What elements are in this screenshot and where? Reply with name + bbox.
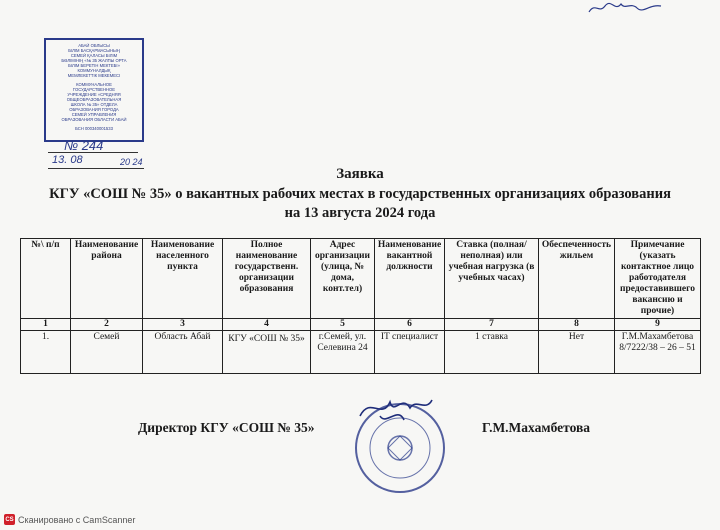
stamp-line: СЕМЕЙ УПРАВЛЕНИЯ — [71, 112, 117, 117]
stamp-line: ОБРАЗОВАНИЯ ГОРОДА — [69, 107, 119, 112]
column-number: 8 — [539, 319, 615, 331]
cell-position: IT специалист — [375, 331, 445, 374]
cell-locality: Область Абай — [143, 331, 223, 374]
registration-date: 13. 08 — [52, 154, 83, 166]
column-number: 1 — [21, 319, 71, 331]
director-title: Директор КГУ «СОШ № 35» — [138, 420, 315, 435]
column-number: 3 — [143, 319, 223, 331]
cell-num: 1. — [21, 331, 71, 374]
stamp-line: ОБЩЕОБРАЗОВАТЕЛЬНАЯ — [66, 97, 122, 102]
stamp-line: БІЛІМ БЕРЕТІН МЕКТЕБІ» — [68, 63, 120, 68]
stamp-line: БСН 000340001533 — [75, 126, 113, 131]
cell-organization: КГУ «СОШ № 35» — [223, 331, 311, 374]
director-name: Г.М.Махамбетова — [482, 420, 591, 435]
header-district: Наименование района — [71, 239, 143, 319]
stamp-line: МЕМЛЕКЕТТІК МЕКЕМЕСІ — [67, 73, 121, 78]
column-number: 6 — [375, 319, 445, 331]
column-number: 9 — [615, 319, 701, 331]
stamp-line: ОБРАЗОВАНИЯ ОБЛАСТИ АБАЙ — [61, 117, 127, 122]
scanner-footer-text: Сканировано с CamScanner — [18, 514, 136, 525]
vacancy-table — [20, 238, 701, 374]
column-number: 4 — [223, 319, 311, 331]
header-rate: Ставка (полная/неполная) или учебная нагрузка (в учебных часах) — [445, 239, 539, 319]
cell-address: г.Семей, ул. Селевина 24 — [311, 331, 375, 374]
stamp-line: ШКОЛА № 35» ОТДЕЛА — [70, 102, 118, 107]
top-signature-scribble — [585, 0, 665, 16]
registration-year: 20 24 — [120, 157, 143, 167]
registration-stamp — [44, 38, 144, 142]
stamp-line: СЕМЕЙ ҚАЛАСЫ БІЛІМ — [70, 53, 118, 58]
registration-number: № 244 — [64, 138, 104, 153]
header-address: Адрес организации (улица, № дома, конт.тел) — [311, 239, 375, 319]
column-number: 5 — [311, 319, 375, 331]
table-row — [21, 331, 701, 374]
header-note: Примечание (указать контактное лицо работодателя предоставившего вакансию и прочие) — [615, 239, 701, 319]
header-num: №\ п/п — [21, 239, 71, 319]
cell-housing: Нет — [539, 331, 615, 374]
cell-district: Семей — [71, 331, 143, 374]
cell-note: Г.М.Махамбетова 8/7222/38 – 26 – 51 — [615, 331, 701, 374]
stamp-line: БӨЛІМІНІҢ «№ 35 ЖАЛПЫ ОРТА — [61, 58, 127, 63]
stamp-line: БІЛІМ БАСҚАРМАСЫНЫҢ — [68, 48, 120, 53]
stamp-line: КОММУНАЛЬНОЕ — [76, 82, 112, 87]
round-seal-with-signature — [340, 386, 460, 496]
stamp-line: УЧРЕЖДЕНИЕ «СРЕДНЯЯ — [67, 92, 121, 97]
column-number: 7 — [445, 319, 539, 331]
table-column-numbers-row — [21, 319, 701, 331]
document-date-line: на 13 августа 2024 года — [284, 205, 436, 221]
scanner-footer — [4, 514, 135, 525]
header-organization: Полное наименование государственн. организации образования — [223, 239, 311, 319]
column-number: 2 — [71, 319, 143, 331]
table-header-row — [21, 239, 701, 319]
document-title: Заявка — [336, 166, 384, 182]
header-locality: Наименование населенного пункта — [143, 239, 223, 319]
document-subtitle: КГУ «СОШ № 35» о вакантных рабочих местах в государственных организациях образования — [49, 186, 671, 202]
cell-rate: 1 ставка — [445, 331, 539, 374]
stamp-line: ГОСУДАРСТВЕННОЕ — [72, 87, 116, 92]
header-position: Наименование вакантной должности — [375, 239, 445, 319]
stamp-line: КОММУНАЛДЫҚ — [77, 68, 111, 73]
header-housing: Обеспеченность жильем — [539, 239, 615, 319]
stamp-line: АБАЙ ОБЛЫСЫ — [78, 43, 110, 48]
camscanner-logo-icon: CS — [4, 514, 15, 525]
registration-number-line — [48, 152, 138, 153]
